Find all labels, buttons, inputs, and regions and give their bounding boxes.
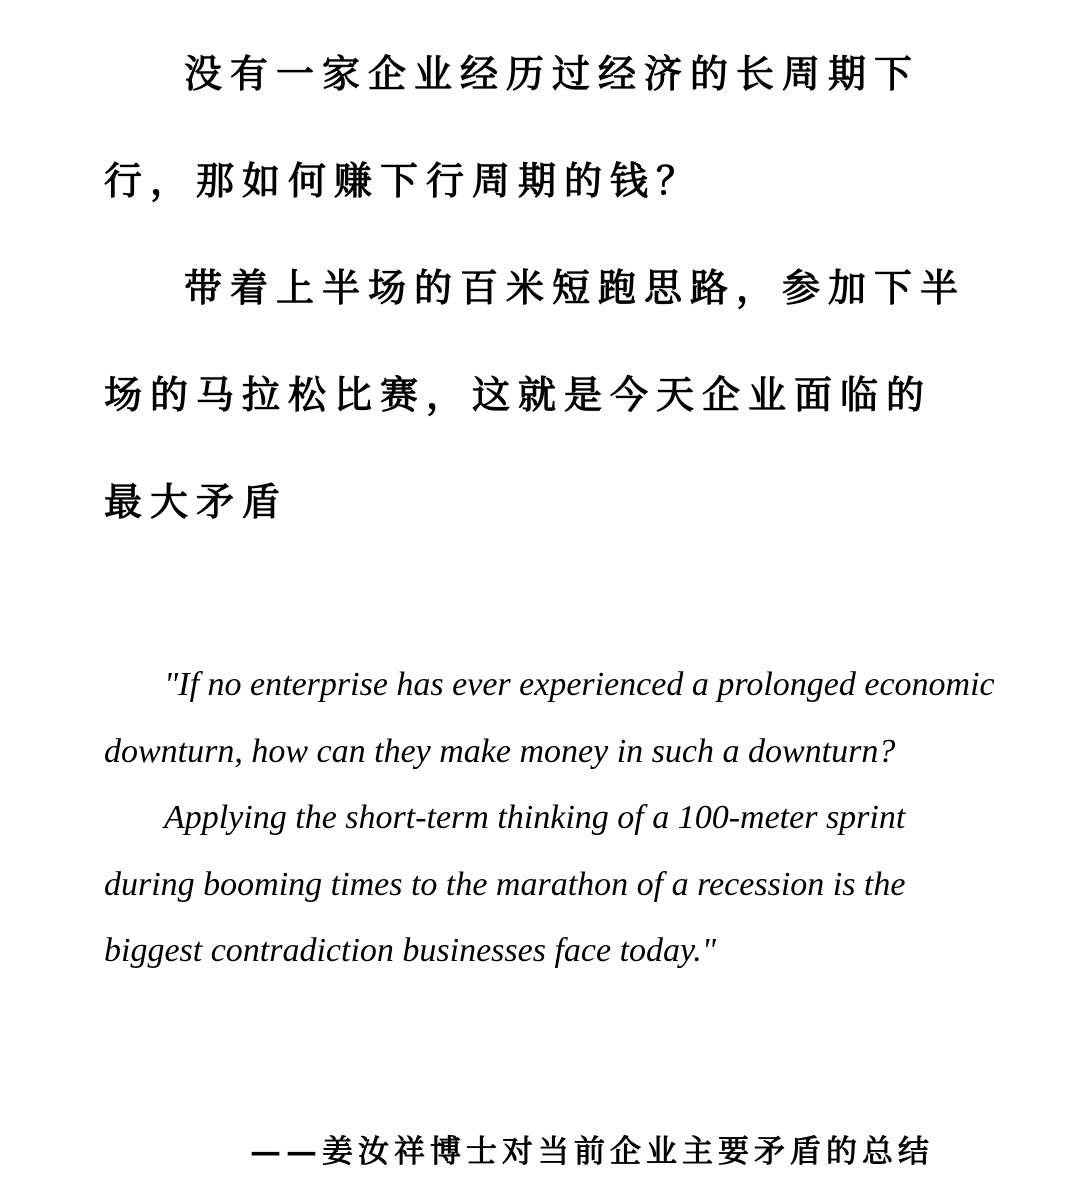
english-paragraph-1 <box>104 652 1004 785</box>
english-paragraph-1-text: "If no enterprise has ever experienced a prolonged economic downturn, how can they make money in such a downturn? <box>104 666 995 770</box>
english-translation <box>104 652 1004 985</box>
chinese-paragraph-1 <box>104 20 974 234</box>
english-paragraph-2 <box>104 785 1004 985</box>
chinese-paragraph-2 <box>104 234 974 555</box>
attribution: ——姜汝祥博士对当前企业主要矛盾的总结 <box>250 1134 934 1170</box>
chinese-paragraph-1-text: 没有一家企业经历过经济的长周期下行，那如何赚下行周期的钱？ <box>104 51 921 203</box>
chinese-paragraph-2-text: 带着上半场的百米短跑思路，参加下半场的马拉松比赛，这就是今天企业面临的最大矛盾 <box>104 265 967 524</box>
english-paragraph-2-text: Applying the short-term thinking of a 100-meter sprint during booming times to the marathon of a recession is the biggest contradiction businesses face today." <box>104 799 906 969</box>
